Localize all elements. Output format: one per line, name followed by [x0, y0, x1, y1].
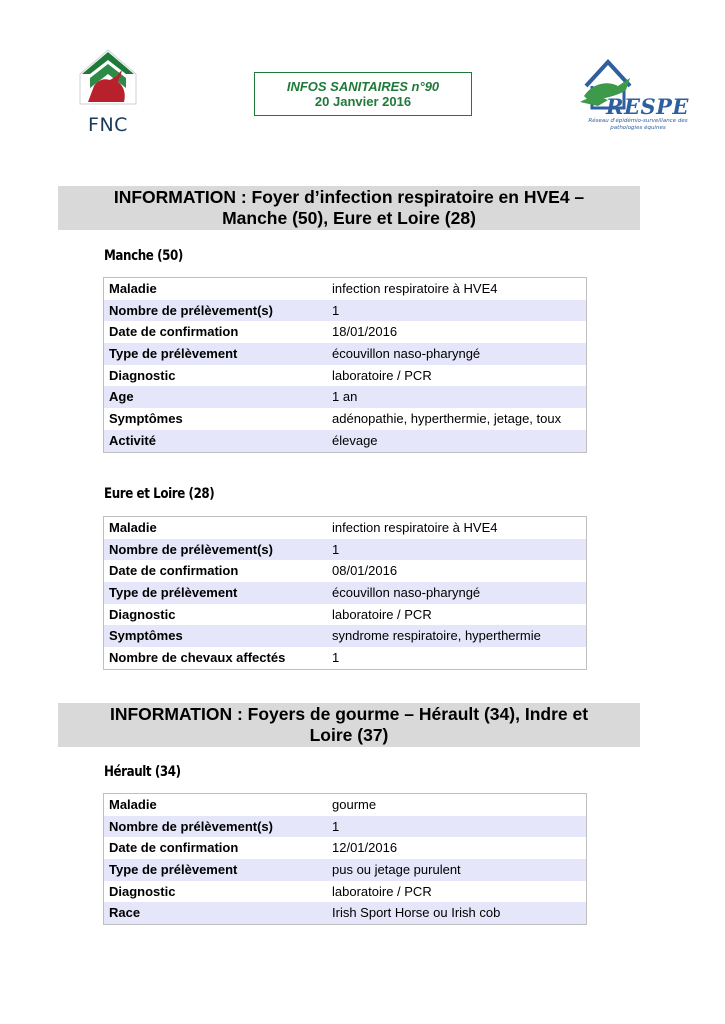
row-value: adénopathie, hyperthermie, jetage, toux: [332, 410, 562, 426]
table-row: [104, 816, 587, 838]
row-value: 12/01/2016: [332, 840, 398, 856]
row-label: Age: [109, 389, 134, 405]
table-row: [104, 881, 587, 903]
table-row: [104, 386, 587, 408]
row-label: Nombre de chevaux affectés: [109, 649, 286, 665]
row-label: Nombre de prélèvement(s): [109, 541, 273, 557]
row-value: 1: [332, 302, 340, 318]
row-value: 1: [332, 541, 340, 557]
bulletin-title: INFOS SANITAIRES n°90: [286, 79, 440, 94]
row-value: gourme: [332, 796, 377, 812]
table-row: [104, 560, 587, 582]
row-label: Type de prélèvement: [109, 584, 238, 600]
subsection-title-eure-et-loire: Eure et Loire (28): [104, 486, 215, 502]
row-label: Race: [109, 905, 141, 921]
table-row: [104, 365, 587, 387]
row-value: 18/01/2016: [332, 324, 398, 340]
data-table-eure-et-loire: [103, 516, 587, 670]
bulletin-date: 20 Janvier 2016: [314, 94, 412, 109]
row-label: Nombre de prélèvement(s): [109, 818, 273, 834]
table-row: [104, 604, 587, 626]
row-label: Symptômes: [109, 410, 183, 426]
respe-logo-text: RESPE: [606, 94, 689, 119]
subsection-title-manche: Manche (50): [104, 248, 183, 264]
table-row: [104, 430, 587, 452]
row-value: infection respiratoire à HVE4: [332, 280, 498, 296]
table-row: [104, 343, 587, 365]
table-row: [104, 902, 587, 924]
row-label: Date de confirmation: [109, 324, 239, 340]
row-value: syndrome respiratoire, hyperthermie: [332, 628, 541, 644]
respe-logo-subtitle: Réseau d'épidémio-surveillance des pathologies équines: [588, 118, 688, 131]
table-row: [104, 625, 587, 647]
row-label: Diagnostic: [109, 883, 176, 899]
row-label: Maladie: [109, 280, 157, 296]
row-value: laboratoire / PCR: [332, 883, 432, 899]
table-row: [104, 859, 587, 881]
bulletin-header-box: [254, 72, 472, 116]
row-label: Type de prélèvement: [109, 345, 238, 361]
row-label: Symptômes: [109, 628, 183, 644]
banner-line: INFORMATION : Foyers de gourme – Hérault (34), Indre et: [109, 704, 589, 724]
banner-line: INFORMATION : Foyer d’infection respiratoire en HVE4 –: [113, 187, 585, 207]
row-label: Type de prélèvement: [109, 861, 238, 877]
table-row: [104, 837, 587, 859]
row-value: élevage: [332, 432, 378, 448]
row-label: Maladie: [109, 519, 157, 535]
row-value: laboratoire / PCR: [332, 606, 432, 622]
row-label: Diagnostic: [109, 367, 176, 383]
table-row: [104, 300, 587, 322]
row-label: Date de confirmation: [109, 840, 239, 856]
row-value: 1: [332, 649, 340, 665]
row-label: Date de confirmation: [109, 563, 239, 579]
section-banner-gourme: [58, 703, 640, 747]
fnc-logo: [74, 44, 142, 139]
table-row: [104, 539, 587, 561]
row-value: pus ou jetage purulent: [332, 861, 461, 877]
row-value: 1 an: [332, 389, 358, 405]
subsection-title-herault: Hérault (34): [104, 764, 181, 780]
row-value: écouvillon naso-pharyngé: [332, 584, 481, 600]
banner-line: Loire (37): [309, 725, 389, 745]
data-table-manche: [103, 277, 587, 453]
row-value: infection respiratoire à HVE4: [332, 519, 498, 535]
section-banner-hve4: [58, 186, 640, 230]
table-row: [104, 582, 587, 604]
row-value: Irish Sport Horse ou Irish cob: [332, 905, 501, 921]
data-table-herault: [103, 793, 587, 925]
row-value: 1: [332, 818, 340, 834]
banner-line: Manche (50), Eure et Loire (28): [222, 208, 476, 228]
fnc-emblem-icon: [74, 44, 142, 112]
row-value: 08/01/2016: [332, 563, 398, 579]
table-row: [104, 278, 587, 300]
table-row: [104, 647, 587, 669]
row-value: écouvillon naso-pharyngé: [332, 345, 481, 361]
table-row: [104, 408, 587, 430]
row-label: Maladie: [109, 796, 157, 812]
table-row: [104, 321, 587, 343]
table-row: [104, 517, 587, 539]
row-value: laboratoire / PCR: [332, 367, 432, 383]
fnc-logo-text: FNC: [88, 114, 128, 136]
respe-logo: [578, 56, 688, 136]
row-label: Nombre de prélèvement(s): [109, 302, 273, 318]
row-label: Diagnostic: [109, 606, 176, 622]
table-row: [104, 794, 587, 816]
row-label: Activité: [109, 432, 156, 448]
